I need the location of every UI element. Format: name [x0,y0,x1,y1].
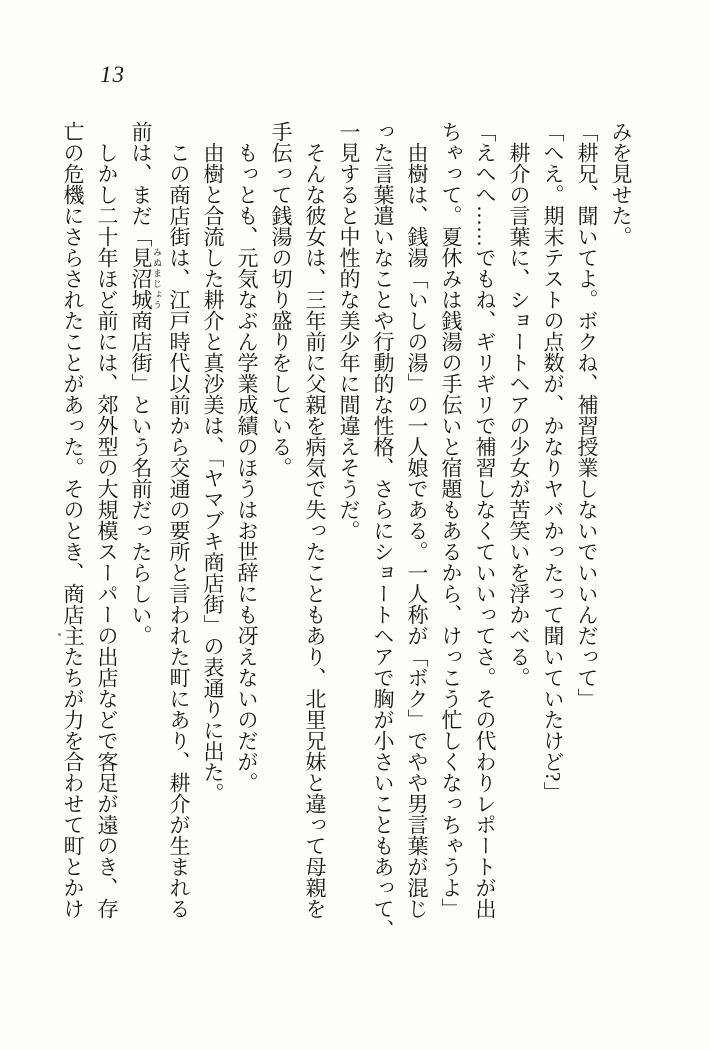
text-column: 耕介の言葉に、ショートヘアの少女が苦笑いを浮かべる。 [507,121,531,688]
text-column: 一見すると中性的な美少年に間違えそうだ。 [337,121,361,541]
page-number: 13 [100,62,125,87]
text-column: みを見せた。 [609,121,633,247]
text-column: この商店街は、江戸時代以前から交通の要所と言われた町にあり、耕介が生まれる [167,121,191,919]
text-segment: 前は、まだ「 [129,121,153,247]
text-column: もっとも、元気なぶん学業成績のほうはお世辞にも冴えないのだが。 [235,121,259,793]
text-column: そんな彼女は、三年前に父親を病気で失ったこともあり、北里兄妹と違って母親を [303,121,327,919]
text-column: 手伝って銭湯の切り盛りをしている。 [269,121,293,478]
text-column: しかし二十年ほど前には、郊外型の大規模スーパーの出店などで客足が遠のき、存 [95,121,119,919]
text-column: った言葉遣いなことや行動的な性格、さらにショートヘアで胸が小さいこともあって、 [371,121,395,940]
text-column-with-furigana [124,121,162,947]
text-column: 由樹と合流した耕介と真沙美は、「ヤマブキ商店街」の表通りに出た。 [201,121,225,804]
furigana-ruby [129,247,162,310]
text-column: 「えへへ……でもね、ギリギリで補習しなくていいってさ。その代わりレポートが出 [473,121,497,919]
text-column: 「耕兄、聞いてよ。ボクね、補習授業しないでいいんだって」 [575,121,599,709]
ruby-text: みぬまじょう [152,247,162,310]
text-column: 「へえ。期末テストの点数が、かなりヤバかったって聞いていたけど?」 [541,121,565,803]
text-column: ちゃって。夏休みは銭湯の手伝いと宿題もあるから、けっこう忙しくなっちゃうよ」 [439,121,463,919]
text-column: 由樹は、銭湯「いしの湯」の一人娘である。一人称が「ボク」でやや男言葉が混じ [405,121,429,919]
text-segment: 商店街」という名前だったらしい。 [129,310,153,646]
vertical-text-block [56,121,638,947]
ruby-base: 見沼城 [129,247,153,310]
text-column: 亡の危機にさらされたことがあった。そのとき、商店主たちが力を合わせて町とかけ [61,121,85,919]
